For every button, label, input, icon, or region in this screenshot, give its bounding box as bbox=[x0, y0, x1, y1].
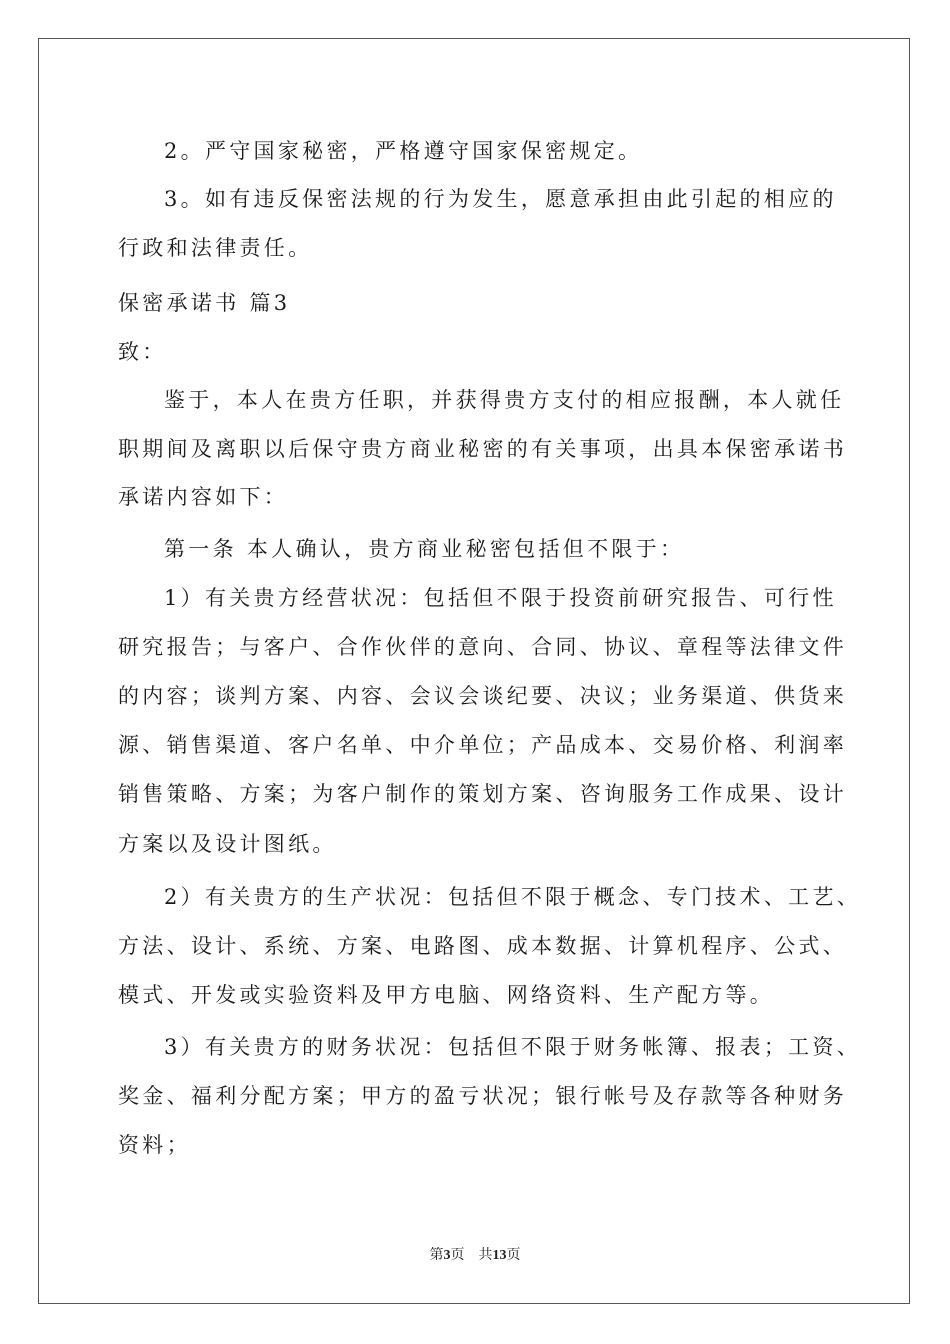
text-line: 鉴于，本人在贵方任职，并获得贵方支付的相应报酬，本人就任 bbox=[164, 388, 845, 412]
text-line: 行政和法律责任。 bbox=[118, 236, 313, 260]
total-pages-number: 13 bbox=[492, 1248, 507, 1263]
section-heading: 保密承诺书 篇3 bbox=[118, 291, 291, 315]
page-border bbox=[38, 38, 910, 1304]
footer-mid: 页 共 bbox=[450, 1248, 493, 1263]
text-line: 2。严守国家秘密，严格遵守国家保密规定。 bbox=[164, 139, 643, 163]
text-line: 第一条 本人确认，贵方商业秘密包括但不限于： bbox=[164, 537, 685, 561]
text-line: 3。如有违反保密法规的行为发生，愿意承担由此引起的相应的 bbox=[164, 187, 837, 211]
text-line: 的内容；谈判方案、内容、会议会谈纪要、决议；业务渠道、供货来 bbox=[118, 684, 847, 708]
text-line: 致： bbox=[118, 340, 167, 364]
page-footer bbox=[0, 1244, 950, 1264]
text-line: 方案以及设计图纸。 bbox=[118, 832, 337, 856]
text-line: 职期间及离职以后保守贵方商业秘密的有关事项，出具本保密承诺书 bbox=[118, 437, 847, 461]
text-line: 研究报告；与客户、合作伙伴的意向、合同、协议、章程等法律文件 bbox=[118, 635, 847, 659]
text-line: 2）有关贵方的生产状况：包括但不限于概念、专门技术、工艺、 bbox=[164, 885, 862, 909]
text-line: 3）有关贵方的财务状况：包括但不限于财务帐簿、报表；工资、 bbox=[164, 1035, 862, 1059]
text-line: 模式、开发或实验资料及甲方电脑、网络资料、生产配方等。 bbox=[118, 983, 775, 1007]
text-line: 方法、设计、系统、方案、电路图、成本数据、计算机程序、公式、 bbox=[118, 934, 847, 958]
text-line: 奖金、福利分配方案；甲方的盈亏状况；银行帐号及存款等各种财务 bbox=[118, 1084, 847, 1108]
text-line: 源、销售渠道、客户名单、中介单位；产品成本、交易价格、利润率 bbox=[118, 733, 847, 757]
current-page-number: 3 bbox=[443, 1248, 451, 1263]
text-line: 销售策略、方案；为客户制作的策划方案、咨询服务工作成果、设计 bbox=[118, 782, 847, 806]
text-line: 1）有关贵方经营状况：包括但不限于投资前研究报告、可行性 bbox=[164, 586, 837, 610]
footer-prefix: 第 bbox=[429, 1248, 444, 1263]
text-line: 承诺内容如下： bbox=[118, 485, 289, 509]
text-line: 资料； bbox=[118, 1133, 191, 1157]
footer-suffix: 页 bbox=[506, 1248, 521, 1263]
